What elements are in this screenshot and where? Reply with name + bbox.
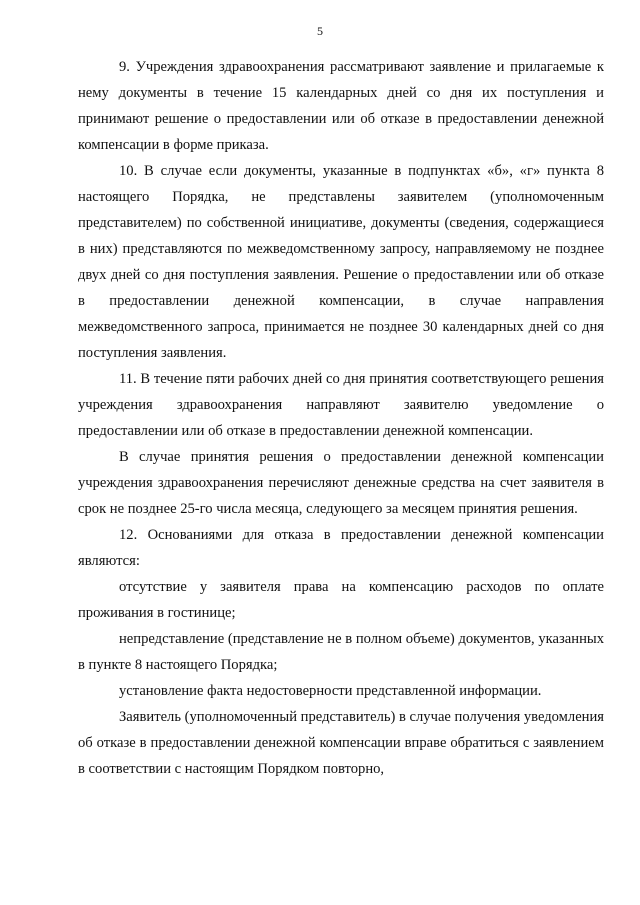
paragraph-payment-transfer: В случае принятия решения о предоставлении денежной компенсации учреждения здравоохранения перечисляют денежные средства на счет заявителя в срок не позднее 25-го числа месяца, следующего за месяцем принятия решения. [78,449,604,517]
refusal-ground-missing-documents: непредставление (представление не в полном объеме) документов, указанных в пункте 8 настоящего Порядка; [78,631,604,673]
paragraph-item-9: 9. Учреждения здравоохранения рассматривают заявление и прилагаемые к нему документы в течение 15 календарных дней со дня их поступления и принимают решение о предоставлении или об отказе в предоставлении денежной компенсации в форме приказа. [78,59,604,153]
page-number: 5 [317,24,323,38]
paragraph-reapplication: Заявитель (уполномоченный представитель) в случае получения уведомления об отказе в предоставлении денежной компенсации вправе обратиться с заявлением в соответствии с настоящим Порядком повторно, [78,709,604,777]
paragraph-item-10: 10. В случае если документы, указанные в подпунктах «б», «г» пункта 8 настоящего Порядка, не представлены заявителем (уполномоченным представителем) по собственной инициативе, документы (сведения, содержащиеся в них) представляются по межведомственному запросу, направляемому не позднее двух дней со дня поступления заявления. Решение о предоставлении или об отказе в предоставлении денежной компенсации, в случае направления межведомственного запроса, принимается не позднее 30 календарных дней со дня поступления заявления. [78,163,604,361]
paragraph-item-11: 11. В течение пяти рабочих дней со дня принятия соответствующего решения учреждения здравоохранения направляют заявителю уведомление о предоставлении или об отказе в предоставлении денежной компенсации. [78,371,604,439]
paragraph-item-12: 12. Основаниями для отказа в предоставлении денежной компенсации являются: [78,527,604,569]
document-body [78,54,604,782]
refusal-ground-no-right: отсутствие у заявителя права на компенсацию расходов по оплате проживания в гостинице; [78,579,604,621]
refusal-ground-false-information: установление факта недостоверности представленной информации. [119,683,542,699]
